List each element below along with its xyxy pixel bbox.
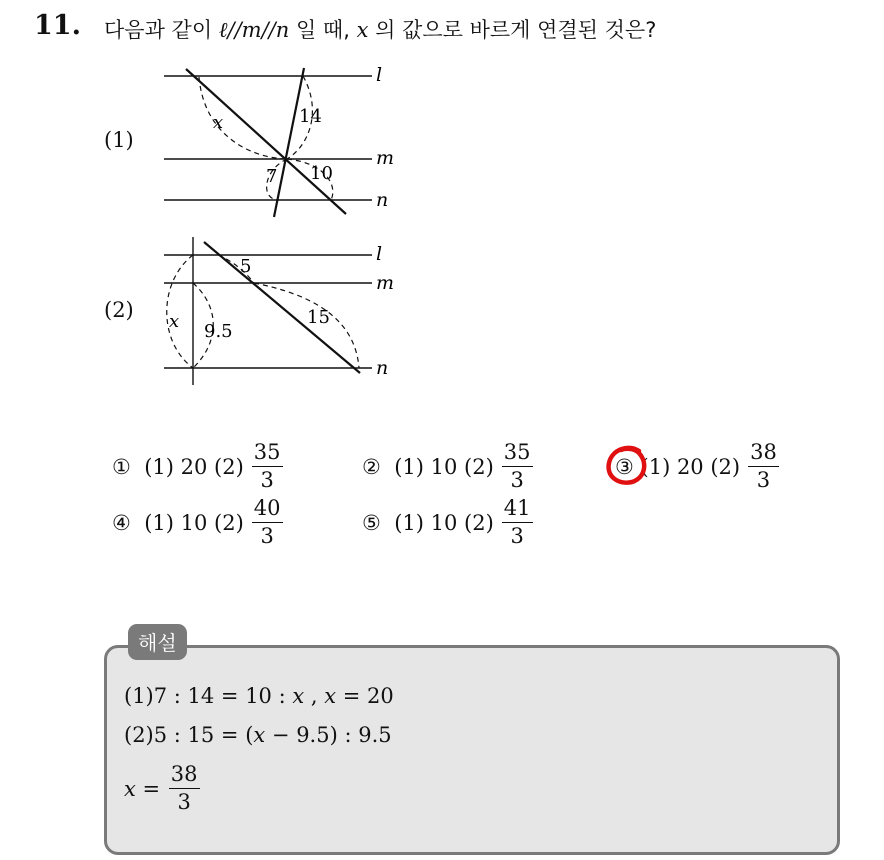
- fig2-seg-15: 15: [307, 307, 330, 328]
- choice-4-mark: ④: [112, 510, 131, 535]
- choice-3-part1: (1) 20: [640, 454, 704, 479]
- choice-3-fraction: [748, 442, 779, 491]
- fig2-seg-5: 5: [240, 256, 252, 277]
- sol2-b: − 9.5) : 9.5: [265, 723, 392, 747]
- question-text-before: 다음과 같이: [104, 18, 219, 42]
- choice-2-num: 35: [502, 442, 533, 467]
- solution-line-1: [124, 684, 394, 708]
- choice-5-part1: (1) 10: [394, 510, 458, 535]
- choice-4-part2: (2): [214, 510, 244, 535]
- fig2-label-n: n: [376, 357, 389, 379]
- choice-4[interactable]: [112, 498, 283, 547]
- fig2-label-m: m: [376, 272, 395, 294]
- choice-4-num: 40: [252, 498, 283, 523]
- fig2-transversal: [204, 242, 360, 373]
- solution-box: [104, 645, 840, 855]
- choice-3-part2: (2): [710, 454, 741, 479]
- question-number: 11.: [34, 10, 81, 41]
- fig1-seg-10: 10: [310, 163, 333, 184]
- question-text-var: x: [356, 18, 369, 42]
- solution-line-2: [124, 723, 392, 747]
- choice-5-den: 3: [510, 524, 524, 548]
- choice-1-part1: (1) 20: [144, 454, 208, 479]
- choice-3-num: 38: [748, 442, 779, 467]
- choice-2-fraction: [502, 442, 533, 491]
- choice-5-part2: (2): [464, 510, 494, 535]
- sol3-fraction: [169, 764, 200, 813]
- choice-1-fraction: [252, 442, 283, 491]
- choice-3-den: 3: [756, 468, 771, 492]
- fig1-seg-14: 14: [299, 106, 322, 127]
- sol1-b: ,: [304, 684, 325, 708]
- choice-2-part2: (2): [464, 454, 494, 479]
- sol3-den: 3: [177, 790, 191, 814]
- choice-1-mark: ①: [112, 454, 131, 479]
- choice-4-fraction: [252, 498, 283, 547]
- figure2-label: (2): [104, 298, 134, 322]
- choice-1-part2: (2): [214, 454, 244, 479]
- fig1-label-n: n: [376, 189, 389, 211]
- choice-5-num: 41: [502, 498, 533, 523]
- question-text-math: ℓ//m//n: [218, 18, 290, 42]
- figure2-diagram: [150, 232, 410, 397]
- choice-2[interactable]: [362, 442, 533, 491]
- fig1-seg-7: 7: [266, 166, 278, 187]
- question-text: [104, 14, 656, 44]
- sol3-num: 38: [169, 764, 200, 789]
- choice-3-mark: ③: [615, 454, 634, 479]
- question-text-middle: 일 때,: [289, 18, 357, 42]
- sol3-var: x: [124, 776, 136, 801]
- selected-answer-circle: [603, 443, 653, 489]
- fig2-label-l: l: [376, 243, 383, 265]
- fig2-seg-95: 9.5: [204, 321, 233, 342]
- figure1-diagram: [150, 60, 410, 225]
- choice-4-part1: (1) 10: [144, 510, 208, 535]
- solution-line-3: [124, 764, 200, 813]
- fig1-label-m: m: [376, 147, 395, 169]
- sol1-var2: x: [324, 684, 337, 708]
- choice-1-den: 3: [260, 468, 274, 492]
- sol3-eq: =: [135, 776, 167, 801]
- fig1-transversal-2: [274, 68, 304, 217]
- fig1-seg-x: x: [213, 112, 224, 133]
- sol1-c: = 20: [336, 684, 394, 708]
- fig1-label-l: l: [376, 64, 383, 86]
- fig1-transversal-1: [186, 69, 346, 214]
- choice-2-mark: ②: [362, 454, 381, 479]
- choice-5-mark: ⑤: [362, 510, 381, 535]
- sol2-a: (2)5 : 15 = (: [124, 723, 254, 747]
- figure1-label: (1): [104, 128, 134, 152]
- choice-1[interactable]: [112, 442, 283, 491]
- choice-1-num: 35: [252, 442, 283, 467]
- choice-5[interactable]: [362, 498, 533, 547]
- choice-2-den: 3: [510, 468, 524, 492]
- choice-5-fraction: [502, 498, 533, 547]
- question-text-after: 의 값으로 바르게 연결된 것은?: [368, 18, 657, 42]
- sol1-var: x: [292, 684, 305, 708]
- solution-tag: 해설: [128, 624, 187, 660]
- sol1-a: (1)7 : 14 = 10 :: [124, 684, 293, 708]
- choice-4-den: 3: [260, 524, 274, 548]
- sol2-var: x: [253, 723, 266, 747]
- fig2-seg-x: x: [169, 311, 180, 332]
- choice-2-part1: (1) 10: [394, 454, 458, 479]
